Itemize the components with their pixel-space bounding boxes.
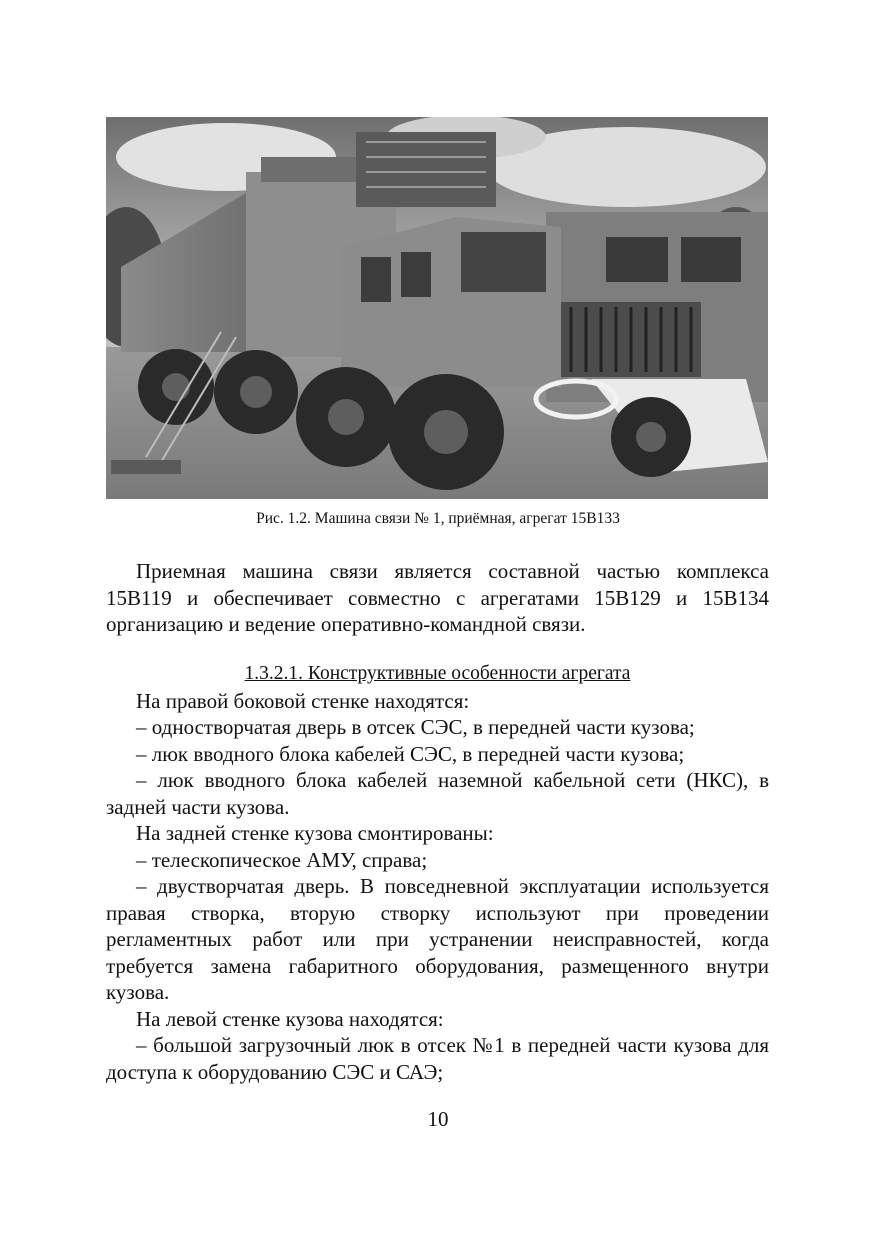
- vehicle-photo: [106, 117, 768, 499]
- list-item: – двустворчатая дверь. В повседневной эксплуатации используется правая створка, вторую створку используют при проведении регламентных работ или при устранении неисправностей, когда требуется замена габаритного оборудования, размещенного внутри кузова.: [106, 874, 769, 1004]
- page-number: 10: [427, 1107, 449, 1131]
- list-item: – люк вводного блока кабелей наземной кабельной сети (НКС), в задней части кузова.: [106, 768, 769, 819]
- text-line: На правой боковой стенке находятся:: [136, 688, 470, 713]
- intro-text: Приемная машина связи является составной частью комплекса 15В119 и обеспечивает совместно с агрегатами 15В129 и 15В134 организацию и ведение оперативно-командной связи.: [106, 559, 769, 636]
- list-item: – большой загрузочный люк в отсек №1 в передней части кузова для доступа к оборудованию СЭС и САЭ;: [106, 1033, 769, 1084]
- list-item: – телескопическое АМУ, справа;: [136, 847, 428, 872]
- section-heading: 1.3.2.1. Конструктивные особенности агрегата: [244, 663, 631, 684]
- list-item: – одностворчатая дверь в отсек СЭС, в передней части кузова;: [136, 715, 695, 739]
- list-item: – люк вводного блока кабелей СЭС, в передней части кузова;: [136, 741, 685, 766]
- text-line: На задней стенке кузова смонтированы:: [136, 821, 494, 845]
- figure-caption: Рис. 1.2. Машина связи № 1, приёмная, агрегат 15В133: [256, 510, 620, 527]
- intro-paragraph: [106, 558, 769, 638]
- text-line: На левой стенке кузова находятся:: [136, 1006, 444, 1031]
- section-constructive-features: [106, 661, 769, 1085]
